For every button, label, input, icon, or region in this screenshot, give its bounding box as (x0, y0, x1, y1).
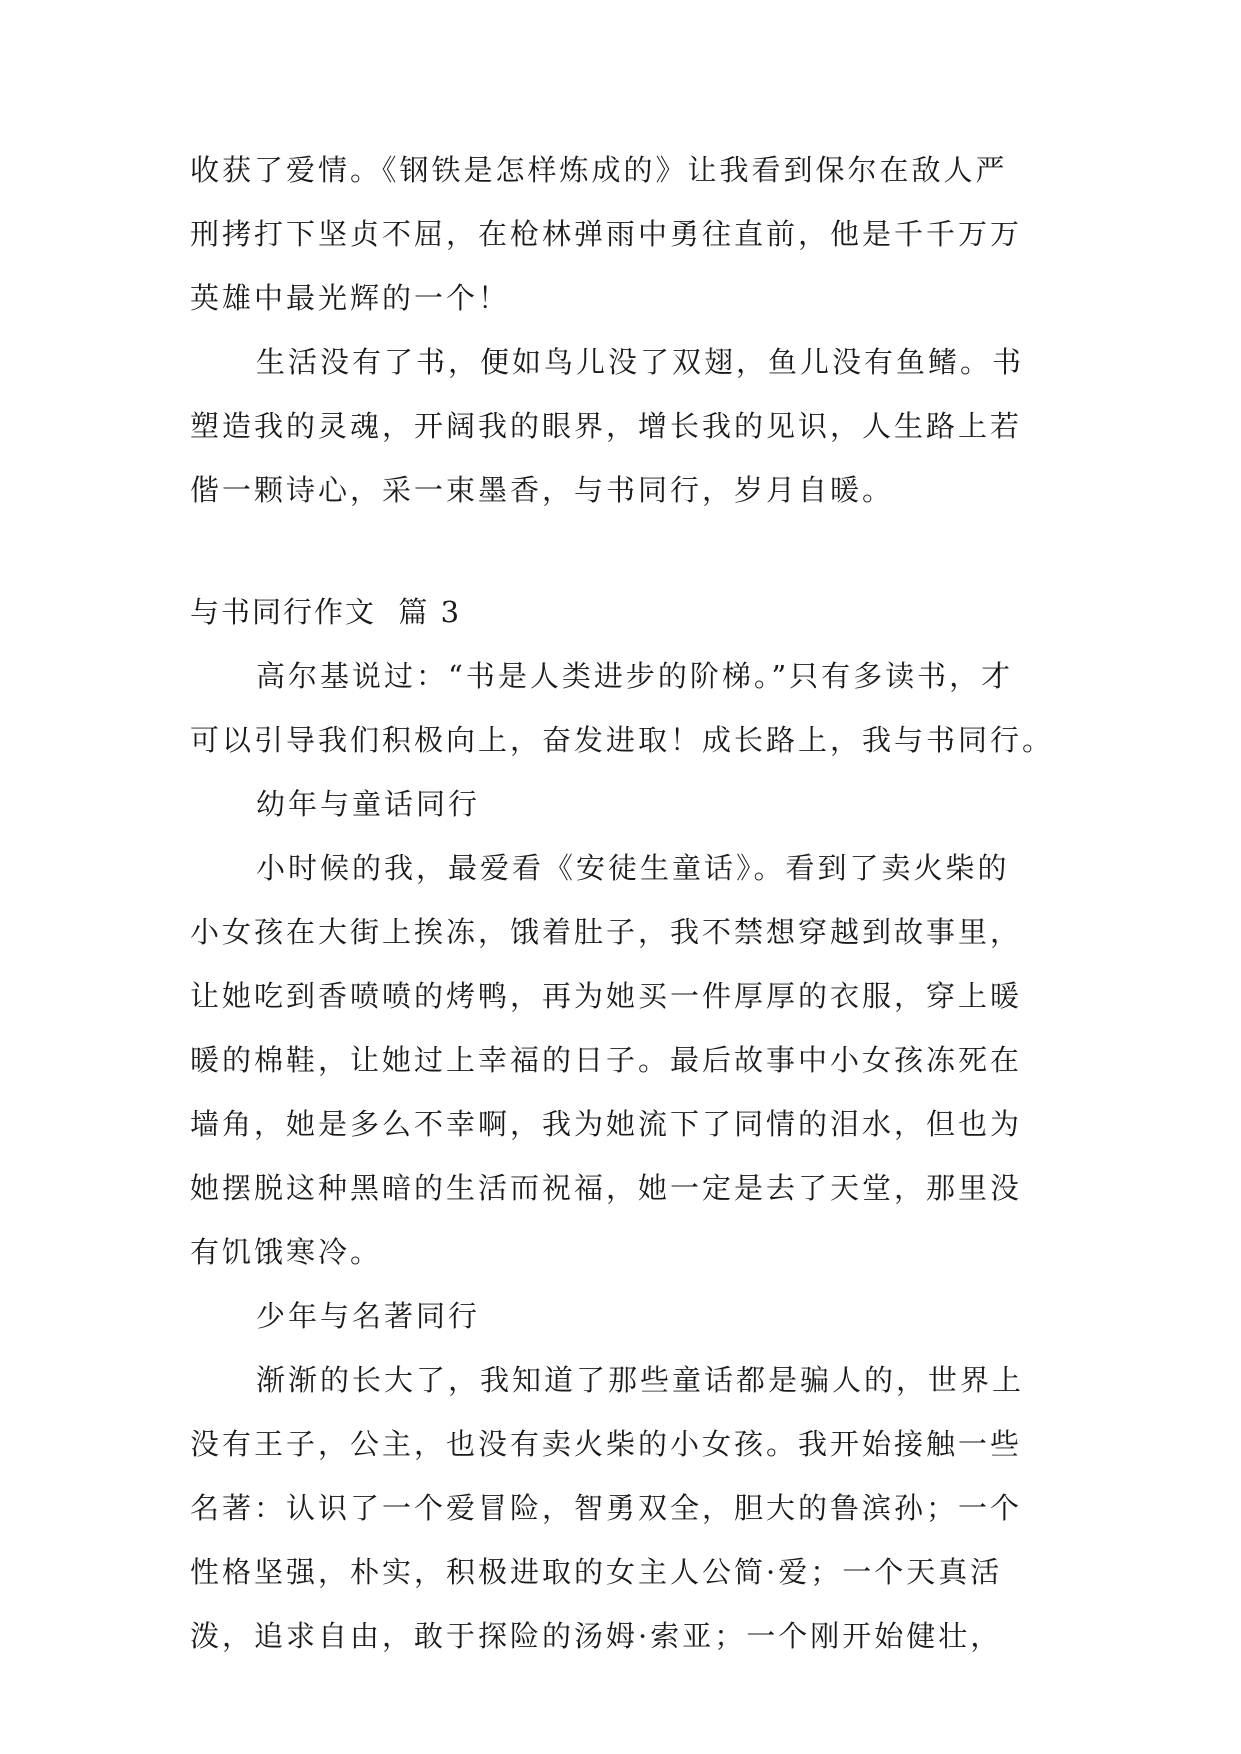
text-line: 小时候的我，最爱看《安徒生童话》。看到了卖火柴的 (256, 851, 1010, 885)
text-line: 收获了爱情。《钢铁是怎样炼成的》让我看到保尔在敌人严 (190, 153, 1008, 187)
paragraph-intro (190, 644, 1070, 772)
text-line: 没有王子，公主，也没有卖火柴的小女孩。我开始接触一些 (190, 1427, 1023, 1461)
section-gap (190, 522, 1070, 580)
text-line: 泼，追求自由，敢于探险的汤姆·索亚；一个刚开始健壮， (190, 1619, 1003, 1653)
text-line: 性格坚强，朴实，积极进取的女主人公简·爱；一个天真活 (190, 1555, 1003, 1589)
text-line: 可以引导我们积极向上，奋发进取！成长路上，我与书同行。 (190, 723, 1055, 757)
text-line: 高尔基说过：“书是人类进步的阶梯。”只有多读书，才 (256, 659, 1014, 693)
text-line: 渐渐的长大了，我知道了那些童话都是骗人的，世界上 (256, 1363, 1025, 1397)
paragraph-youth (190, 1348, 1070, 1668)
text-line: 暖的棉鞋，让她过上幸福的日子。最后故事中小女孩冻死在 (190, 1043, 1023, 1077)
paragraph-childhood (190, 836, 1070, 1284)
paragraph-conclusion (190, 330, 1070, 522)
text-line: 刑拷打下坚贞不屈，在枪林弹雨中勇往直前，他是千千万万 (190, 217, 1023, 251)
section-heading: 与书同行作文 篇 3 (190, 595, 462, 629)
subheading: 幼年与童话同行 (256, 787, 481, 821)
text-line: 让她吃到香喷喷的烤鸭，再为她买一件厚厚的衣服，穿上暖 (190, 979, 1023, 1013)
text-line: 有饥饿寒冷。 (190, 1235, 383, 1269)
paragraph-continued (190, 138, 1070, 330)
text-line: 偕一颗诗心，采一束墨香，与书同行，岁月自暖。 (190, 473, 895, 507)
text-line: 英雄中最光辉的一个！ (190, 281, 511, 315)
text-line: 塑造我的灵魂，开阔我的眼界，增长我的见识，人生路上若 (190, 409, 1023, 443)
text-line: 名著：认识了一个爱冒险，智勇双全，胆大的鲁滨孙；一个 (190, 1491, 1023, 1525)
subheading: 少年与名著同行 (256, 1299, 481, 1333)
text-line: 墙角，她是多么不幸啊，我为她流下了同情的泪水，但也为 (190, 1107, 1023, 1141)
text-line: 她摆脱这种黑暗的生活而祝福，她一定是去了天堂，那里没 (190, 1171, 1023, 1205)
text-line: 生活没有了书，便如鸟儿没了双翅，鱼儿没有鱼鳍。书 (256, 345, 1025, 379)
document-page (190, 138, 1070, 1668)
text-line: 小女孩在大街上挨冻，饿着肚子，我不禁想穿越到故事里， (190, 915, 1023, 949)
